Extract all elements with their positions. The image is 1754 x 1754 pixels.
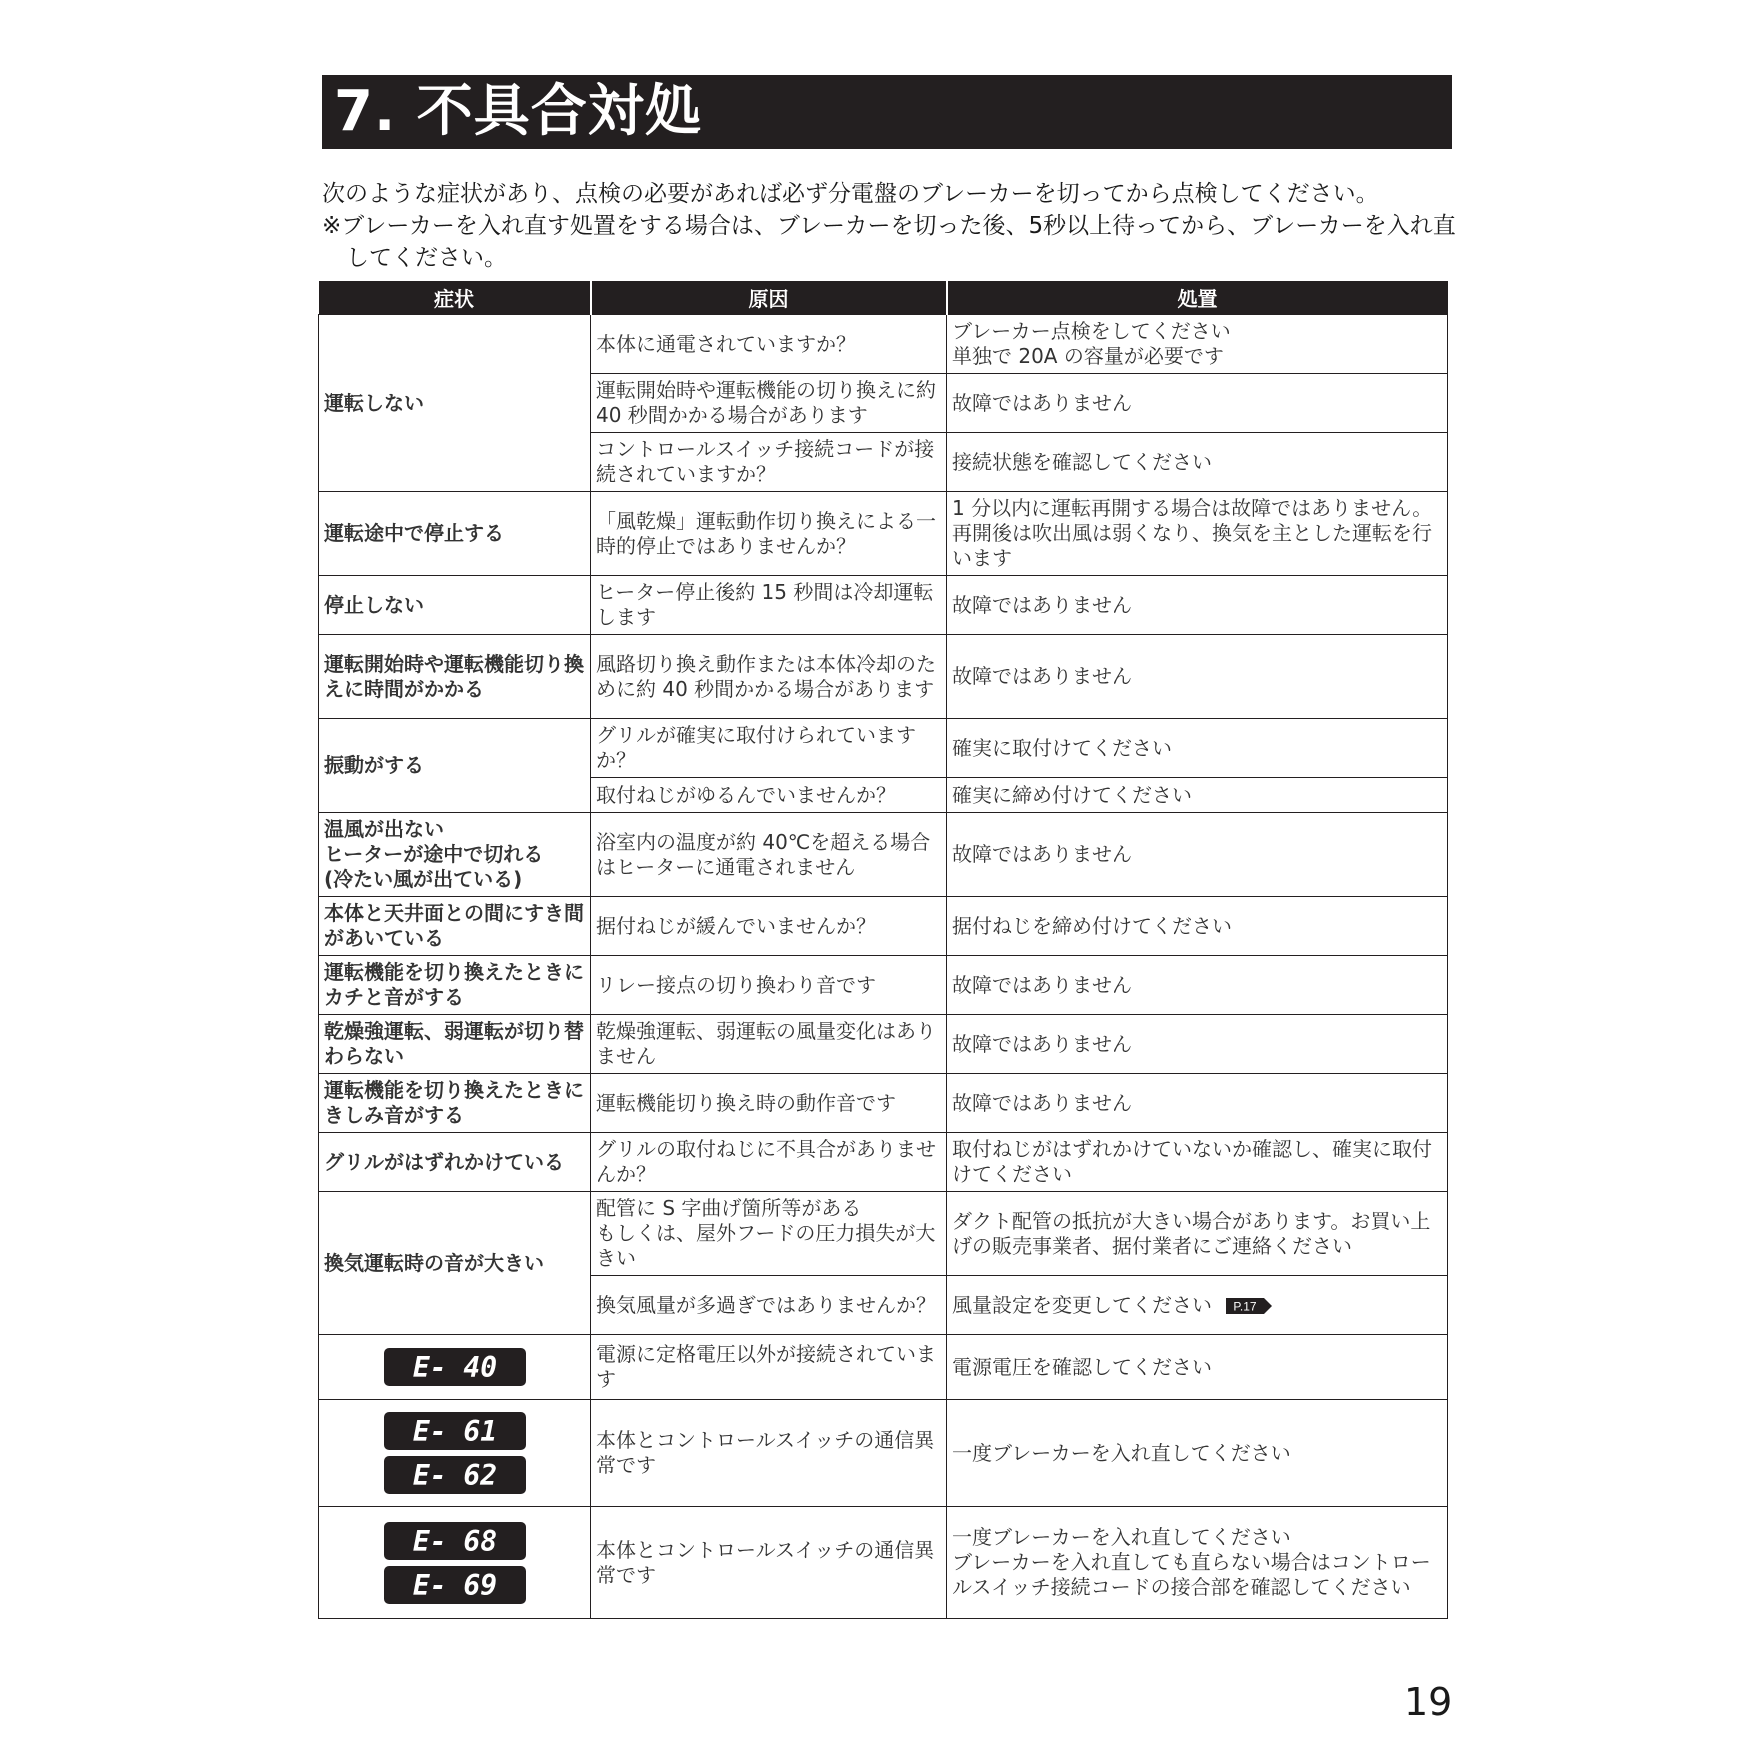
remedy-cell: 故障ではありません bbox=[947, 813, 1448, 897]
cause-cell: 据付ねじが緩んでいませんか？ bbox=[591, 897, 947, 956]
remedy-cell: 故障ではありません bbox=[947, 374, 1448, 433]
cause-cell: 取付ねじがゆるんでいませんか？ bbox=[591, 778, 947, 813]
symptom-cell: 振動がする bbox=[319, 719, 591, 813]
cause-cell: 運転開始時や運転機能の切り換えに約 40 秒間かかる場合があります bbox=[591, 374, 947, 433]
intro-text bbox=[322, 178, 1462, 274]
cause-cell: ヒーター停止後約 15 秒間は冷却運転します bbox=[591, 576, 947, 635]
seven-segment-display-icon bbox=[384, 1522, 526, 1560]
error-code: E- 68 bbox=[412, 1524, 497, 1558]
error-code: E- 62 bbox=[412, 1459, 497, 1492]
cause-cell: グリルが確実に取付けられていますか？ bbox=[591, 719, 947, 778]
symptom-cell bbox=[319, 1335, 591, 1400]
section-title: 7. 不具合対処 bbox=[334, 79, 702, 144]
cause-cell: 本体に通電されていますか？ bbox=[591, 315, 947, 374]
remedy-cell: 一度ブレーカーを入れ直してください bbox=[947, 1400, 1448, 1507]
table-row bbox=[319, 813, 1448, 897]
symptom-cell: 運転機能を切り換えたときにカチと音がする bbox=[319, 956, 591, 1015]
error-code: E- 40 bbox=[412, 1351, 497, 1384]
remedy-cell: 故障ではありません bbox=[947, 1074, 1448, 1133]
intro-note: ※ブレーカーを入れ直す処置をする場合は、ブレーカーを切った後、5秒以上待ってから、ブレーカーを入れ直してください。 bbox=[322, 213, 1456, 271]
symptom-cell: 運転しない bbox=[319, 315, 591, 492]
cause-cell: 浴室内の温度が約 40℃を超える場合はヒーターに通電されません bbox=[591, 813, 947, 897]
remedy-cell: 据付ねじを締め付けてください bbox=[947, 897, 1448, 956]
error-code: E- 61 bbox=[412, 1415, 497, 1448]
cause-cell: 本体とコントロールスイッチの通信異常です bbox=[591, 1507, 947, 1619]
remedy-cell: ダクト配管の抵抗が大きい場合があります。お買い上げの販売事業者、据付業者にご連絡ください bbox=[947, 1192, 1448, 1276]
table-row bbox=[319, 576, 1448, 635]
remedy-cell bbox=[947, 315, 1448, 374]
symptom-cell: 換気運転時の音が大きい bbox=[319, 1192, 591, 1335]
remedy-text: 風量設定を変更してください bbox=[952, 1292, 1212, 1317]
cause-cell: 「風乾燥」運転動作切り換えによる一時的停止ではありませんか？ bbox=[591, 492, 947, 576]
remedy-cell: 確実に締め付けてください bbox=[947, 778, 1448, 813]
remedy-cell: 接続状態を確認してください bbox=[947, 433, 1448, 492]
header-symptom: 症状 bbox=[319, 281, 591, 315]
symptom-cell bbox=[319, 813, 591, 897]
table-row bbox=[319, 1015, 1448, 1074]
remedy-text: ブレーカー点検をしてください 単独で 20A の容量が必要です bbox=[952, 319, 1231, 368]
cause-cell: 電源に定格電圧以外が接続されています bbox=[591, 1335, 947, 1400]
table-row bbox=[319, 315, 1448, 374]
seven-segment-display-icon bbox=[384, 1456, 526, 1494]
table-row bbox=[319, 492, 1448, 576]
remedy-cell: 故障ではありません bbox=[947, 956, 1448, 1015]
error-code: E- 69 bbox=[412, 1568, 497, 1602]
seven-segment-display-icon bbox=[384, 1348, 526, 1386]
table-row bbox=[319, 1192, 1448, 1276]
cause-cell: 運転機能切り換え時の動作音です bbox=[591, 1074, 947, 1133]
cause-text: 配管に S 字曲げ箇所等がある もしくは、屋外フードの圧力損失が大きい bbox=[596, 1196, 936, 1270]
symptom-cell bbox=[319, 1507, 591, 1619]
cause-cell: グリルの取付ねじに不具合がありませんか？ bbox=[591, 1133, 947, 1192]
table-row bbox=[319, 1074, 1448, 1133]
remedy-cell: 故障ではありません bbox=[947, 635, 1448, 719]
remedy-cell: 故障ではありません bbox=[947, 576, 1448, 635]
table-row bbox=[319, 1335, 1448, 1400]
table-row bbox=[319, 956, 1448, 1015]
cause-cell bbox=[591, 1192, 947, 1276]
table-row bbox=[319, 897, 1448, 956]
remedy-text: 一度ブレーカーを入れ直してください ブレーカーを入れ直しても直らない場合はコントロールスイッチ接続コードの接合部を確認してください bbox=[952, 1525, 1431, 1599]
troubleshooting-table bbox=[318, 281, 1448, 1619]
cause-cell: コントロールスイッチ接続コードが接続されていますか？ bbox=[591, 433, 947, 492]
table-row bbox=[319, 635, 1448, 719]
table-row bbox=[319, 1133, 1448, 1192]
table-row bbox=[319, 719, 1448, 778]
seven-segment-display-icon bbox=[384, 1566, 526, 1604]
remedy-cell: 1 分以内に運転再開する場合は故障ではありません。再開後は吹出風は弱くなり、換気を主とした運転を行います bbox=[947, 492, 1448, 576]
table-header-row bbox=[319, 281, 1448, 315]
remedy-cell bbox=[947, 1507, 1448, 1619]
table-row bbox=[319, 1400, 1448, 1507]
remedy-cell: 確実に取付けてください bbox=[947, 719, 1448, 778]
header-cause: 原因 bbox=[591, 281, 947, 315]
symptom-cell: 運転機能を切り換えたときにきしみ音がする bbox=[319, 1074, 591, 1133]
seven-segment-display-icon bbox=[384, 1412, 526, 1450]
page-ref-label: P.17 bbox=[1233, 1299, 1257, 1314]
cause-cell: 換気風量が多過ぎではありませんか？ bbox=[591, 1276, 947, 1335]
cause-cell: リレー接点の切り換わり音です bbox=[591, 956, 947, 1015]
remedy-cell: 故障ではありません bbox=[947, 1015, 1448, 1074]
remedy-cell bbox=[947, 1276, 1448, 1335]
header-remedy: 処置 bbox=[947, 281, 1448, 315]
page-ref-arrow-icon bbox=[1226, 1296, 1274, 1316]
cause-cell: 乾燥強運転、弱運転の風量変化はありません bbox=[591, 1015, 947, 1074]
table-row bbox=[319, 1507, 1448, 1619]
remedy-cell: 取付ねじがはずれかけていないか確認し、確実に取付けてください bbox=[947, 1133, 1448, 1192]
section-title-bar bbox=[322, 75, 1452, 149]
symptom-text: 温風が出ない ヒーターが途中で切れる (冷たい風が出ている) bbox=[324, 817, 544, 891]
symptom-cell: グリルがはずれかけている bbox=[319, 1133, 591, 1192]
symptom-cell bbox=[319, 1400, 591, 1507]
cause-cell: 風路切り換え動作または本体冷却のために約 40 秒間かかる場合があります bbox=[591, 635, 947, 719]
cause-cell: 本体とコントロールスイッチの通信異常です bbox=[591, 1400, 947, 1507]
remedy-cell: 電源電圧を確認してください bbox=[947, 1335, 1448, 1400]
page-number: 19 bbox=[1404, 1680, 1453, 1724]
symptom-cell: 乾燥強運転、弱運転が切り替わらない bbox=[319, 1015, 591, 1074]
symptom-cell: 停止しない bbox=[319, 576, 591, 635]
intro-line: 次のような症状があり、点検の必要があれば必ず分電盤のブレーカーを切ってから点検してください。 bbox=[322, 181, 1379, 207]
symptom-cell: 運転途中で停止する bbox=[319, 492, 591, 576]
symptom-cell: 運転開始時や運転機能切り換えに時間がかかる bbox=[319, 635, 591, 719]
symptom-cell: 本体と天井面との間にすき間があいている bbox=[319, 897, 591, 956]
